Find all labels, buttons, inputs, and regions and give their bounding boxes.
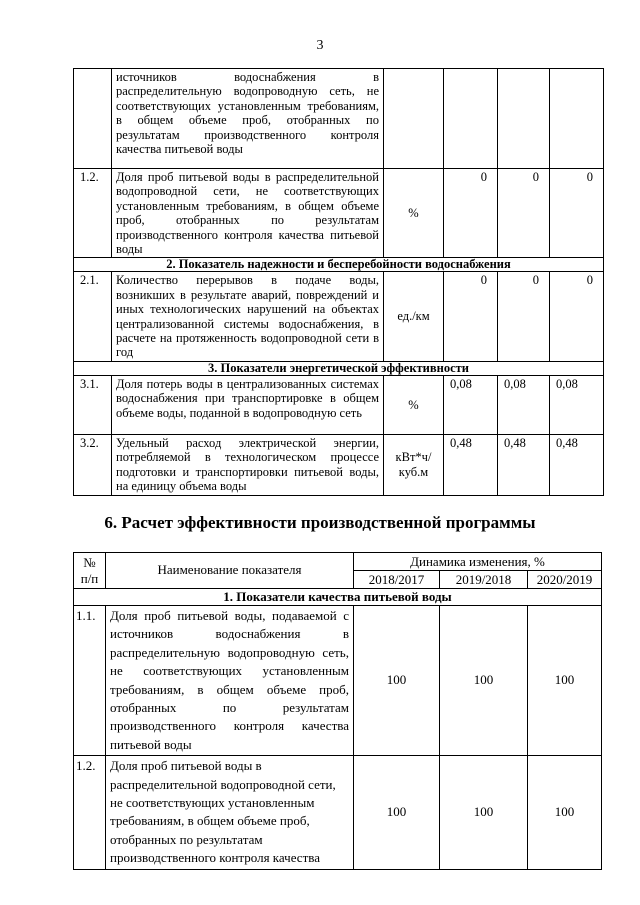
column-header-year: 2018/2017 xyxy=(354,571,440,589)
indicator-name-cell: Доля проб питьевой воды в распределительной водопроводной сети, не соответствующих установленным требованиям, в общем объеме проб, отобранных по результатам производственного контроля качества xyxy=(106,756,354,869)
column-header-number: № п/п xyxy=(74,553,106,589)
indicators-table xyxy=(73,68,604,496)
column-header-name: Наименование показателя xyxy=(106,553,354,589)
row-number-cell: 1.2. xyxy=(74,169,112,258)
value-cell: 0,08 xyxy=(444,375,498,434)
value-cell: 0 xyxy=(498,272,550,361)
section-heading: 2. Показатель надежности и бесперебойности водоснабжения xyxy=(74,258,604,272)
value-cell: 0 xyxy=(444,272,498,361)
section-title: 6. Расчет эффективности производственной программы xyxy=(104,513,536,532)
indicator-name-cell: Доля проб питьевой воды в распределительной водопроводной сети, не соответствующих установленным требованиям, в общем объеме проб, отобранных по результатам производственного контроля качества питьевой воды xyxy=(112,169,384,258)
value-cell: 0 xyxy=(550,272,604,361)
indicator-name-cell: Количество перерывов в подаче воды, возникших в результате аварий, повреждений и иных технологических нарушений на объектах централизованной системы водоснабжения, в расчете на протяженность водопроводной сети в год xyxy=(112,272,384,361)
value-cell xyxy=(550,69,604,169)
section-row xyxy=(74,361,604,375)
value-cell xyxy=(444,69,498,169)
value-cell: 0,08 xyxy=(498,375,550,434)
value-cell: 100 xyxy=(528,606,602,756)
column-header-year: 2020/2019 xyxy=(528,571,602,589)
value-cell: 100 xyxy=(440,606,528,756)
value-cell: 0 xyxy=(498,169,550,258)
unit-cell: % xyxy=(384,169,444,258)
row-number-cell: 3.2. xyxy=(74,434,112,495)
table-row xyxy=(74,169,604,258)
table-row xyxy=(74,606,602,756)
value-cell: 0 xyxy=(550,169,604,258)
value-cell xyxy=(498,69,550,169)
value-cell: 100 xyxy=(354,756,440,869)
table-row xyxy=(74,756,602,869)
table-row xyxy=(74,272,604,361)
value-cell: 100 xyxy=(440,756,528,869)
value-cell: 0,08 xyxy=(550,375,604,434)
table-row xyxy=(74,434,604,495)
table-row xyxy=(74,375,604,434)
unit-cell xyxy=(384,69,444,169)
page-number: 3 xyxy=(316,38,324,53)
unit-cell: ед./км xyxy=(384,272,444,361)
row-number-cell: 3.1. xyxy=(74,375,112,434)
indicator-name-cell: Удельный расход электрической энергии, потребляемой в технологическом процессе подготовки и транспортировки питьевой воды, на единицу объема воды xyxy=(112,434,384,495)
row-number-cell: 1.1. xyxy=(74,606,106,756)
column-header-dynamics: Динамика изменения, % xyxy=(354,553,602,571)
section-heading: 1. Показатели качества питьевой воды xyxy=(74,589,602,606)
value-cell: 0,48 xyxy=(550,434,604,495)
value-cell: 100 xyxy=(528,756,602,869)
unit-cell: кВт*ч/ куб.м xyxy=(384,434,444,495)
value-cell: 0 xyxy=(444,169,498,258)
efficiency-table xyxy=(73,552,602,870)
value-cell: 100 xyxy=(354,606,440,756)
row-number-cell xyxy=(74,69,112,169)
unit-cell: % xyxy=(384,375,444,434)
section-row xyxy=(74,258,604,272)
value-cell: 0,48 xyxy=(444,434,498,495)
table-row xyxy=(74,69,604,169)
value-cell: 0,48 xyxy=(498,434,550,495)
row-number-cell: 1.2. xyxy=(74,756,106,869)
section-heading: 3. Показатели энергетической эффективности xyxy=(74,361,604,375)
section-row xyxy=(74,589,602,606)
column-header-year: 2019/2018 xyxy=(440,571,528,589)
header-row xyxy=(74,553,602,571)
row-number-cell: 2.1. xyxy=(74,272,112,361)
indicator-name-cell: Доля потерь воды в централизованных системах водоснабжения при транспортировке в общем объеме воды, поданной в водопроводную сеть xyxy=(112,375,384,434)
indicator-name-cell: источников водоснабжения в распределительную водопроводную сеть, не соответствующих установленным требованиям, в общем объеме проб, отобранных по результатам производственного контроля качества питьевой воды xyxy=(112,69,384,169)
indicator-name-cell: Доля проб питьевой воды, подаваемой с источников водоснабжения в распределительную водопроводную сеть, не соответствующих установленным требованиям, в общем объеме проб, отобранных по результатам производственного контроля качества питьевой воды xyxy=(106,606,354,756)
